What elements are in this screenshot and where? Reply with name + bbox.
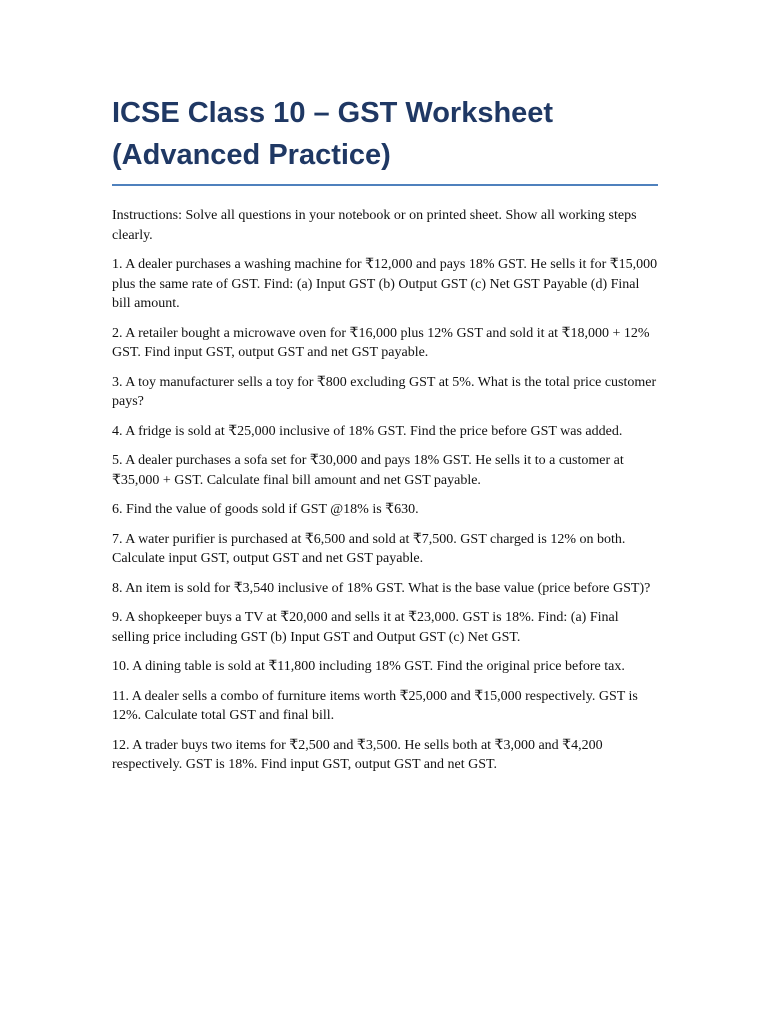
question-11: 11. A dealer sells a combo of furniture items worth ₹25,000 and ₹15,000 respectively. GST is 12%. Calculate total GST and final bill. xyxy=(112,688,638,723)
title-divider xyxy=(112,184,658,186)
question-1: 1. A dealer purchases a washing machine for ₹12,000 and pays 18% GST. He sells it for ₹15,000 plus the same rate of GST. Find: (a) Input GST (b) Output GST (c) Net GST Payable (d) Final bill amount. xyxy=(112,257,658,311)
question-3: 3. A toy manufacturer sells a toy for ₹800 excluding GST at 5%. What is the total price customer pays? xyxy=(112,374,657,409)
title-line-1: ICSE Class 10 – GST Worksheet xyxy=(112,97,554,129)
question-12: 12. A trader buys two items for ₹2,500 and ₹3,500. He sells both at ₹3,000 and ₹4,200 respectively. GST is 18%. Find input GST, output GST and net GST. xyxy=(112,737,603,772)
question-2: 2. A retailer bought a microwave oven for ₹16,000 plus 12% GST and sold it at ₹18,000 + 12% GST. Find input GST, output GST and net GST payable. xyxy=(112,325,650,360)
question-6: 6. Find the value of goods sold if GST @18% is ₹630. xyxy=(112,502,419,517)
instructions-text: Instructions: Solve all questions in your notebook or on printed sheet. Show all working steps clearly. xyxy=(112,208,637,243)
question-9: 9. A shopkeeper buys a TV at ₹20,000 and sells it at ₹23,000. GST is 18%. Find: (a) Final selling price including GST (b) Input GST and Output GST (c) Net GST. xyxy=(112,610,619,645)
question-10: 10. A dining table is sold at ₹11,800 including 18% GST. Find the original price before tax. xyxy=(112,659,625,674)
question-8: 8. An item is sold for ₹3,540 inclusive of 18% GST. What is the base value (price before GST)? xyxy=(112,580,651,596)
worksheet-page xyxy=(112,92,658,785)
question-4: 4. A fridge is sold at ₹25,000 inclusive of 18% GST. Find the price before GST was added. xyxy=(112,423,623,439)
page-title xyxy=(112,92,658,184)
question-5: 5. A dealer purchases a sofa set for ₹30,000 and pays 18% GST. He sells it to a customer at ₹35,000 + GST. Calculate final bill amount and net GST payable. xyxy=(112,453,624,488)
title-line-2: (Advanced Practice) xyxy=(112,139,391,171)
question-7: 7. A water purifier is purchased at ₹6,500 and sold at ₹7,500. GST charged is 12% on both. Calculate input GST, output GST and net GST payable. xyxy=(112,531,626,566)
